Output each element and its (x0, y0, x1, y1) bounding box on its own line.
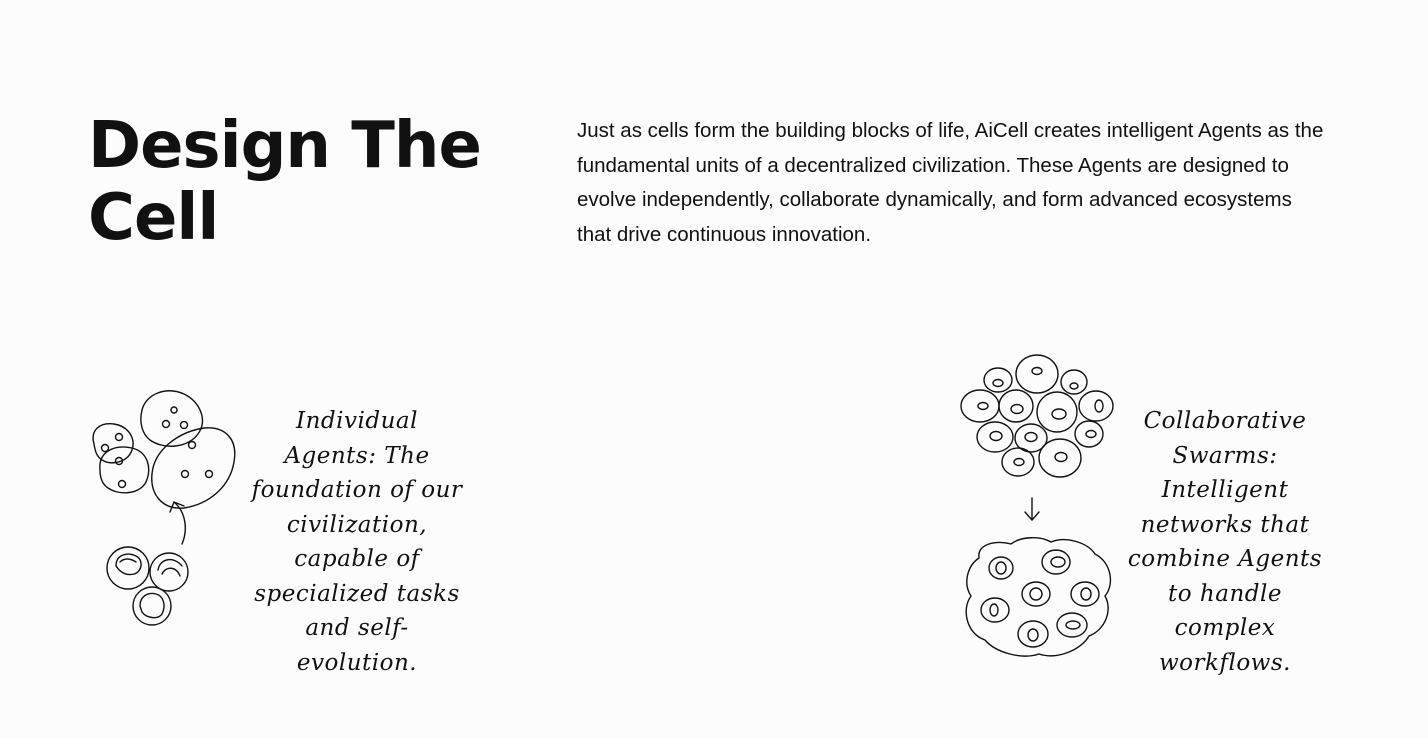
section-description: Just as cells form the building blocks of life, AiCell creates intelligent Agents as the fundamental units of a decentralized civilization. These Agents are designed to evolve independently, collaborate dynamically, and form advanced ecosystems that drive continuous innovation. (577, 119, 1324, 246)
collaborative-swarms-caption: Collaborative Swarms: Intelligent networks that combine Agents to handle complex workflows. (1127, 408, 1323, 676)
cell-swarm-icon (955, 348, 1125, 668)
section-title: Design The Cell (88, 109, 481, 255)
cell-cluster-icon (86, 386, 246, 631)
individual-agents-caption: Individual Agents: The foundation of our civilization, capable of specialized tasks and self-evolution. (251, 408, 463, 676)
